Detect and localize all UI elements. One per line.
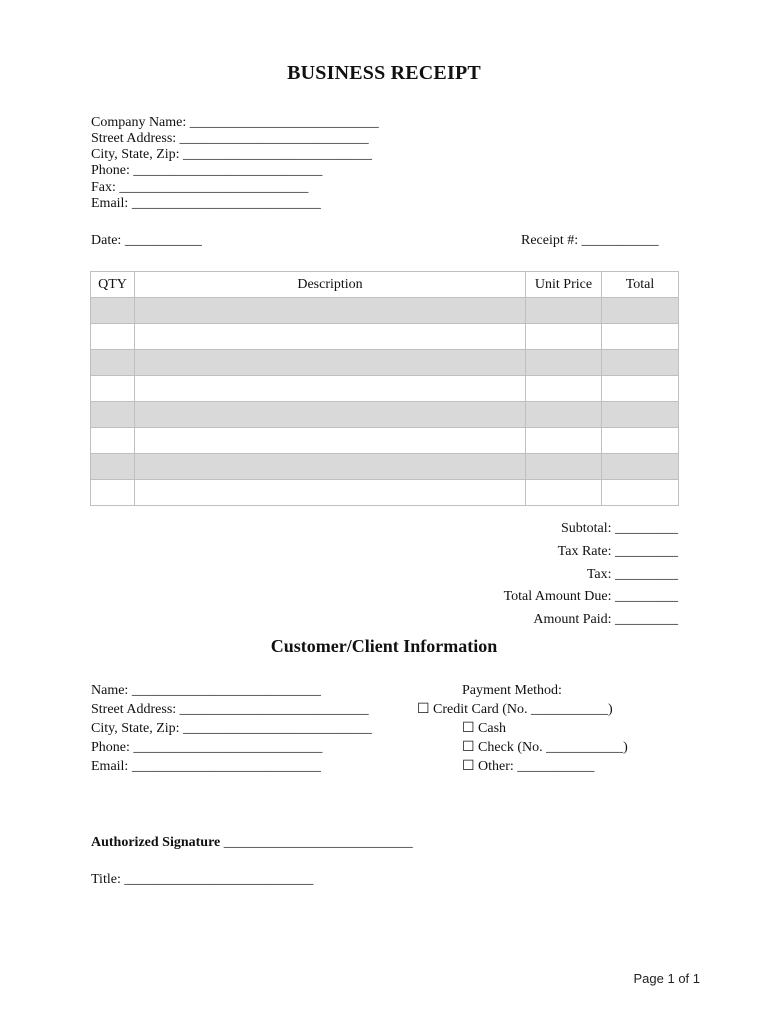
items-table-header — [91, 272, 679, 298]
total-cell[interactable] — [602, 376, 679, 402]
description-cell[interactable] — [135, 454, 526, 480]
total-cell[interactable] — [602, 454, 679, 480]
description-cell[interactable] — [135, 402, 526, 428]
authorized-signature-label: Authorized Signature — [91, 835, 221, 850]
description-cell[interactable] — [135, 350, 526, 376]
other-checkbox[interactable]: ☐ Other: ___________ — [462, 759, 595, 774]
payment-method-label: Payment Method: — [462, 683, 562, 698]
receipt-title: BUSINESS RECEIPT — [287, 62, 481, 84]
company-street-field[interactable]: Street Address: ___________________________ — [91, 131, 369, 146]
qty-cell[interactable] — [91, 298, 135, 324]
description-cell[interactable] — [135, 376, 526, 402]
table-row — [91, 428, 679, 454]
table-row — [91, 454, 679, 480]
qty-cell[interactable] — [91, 350, 135, 376]
table-row — [91, 324, 679, 350]
description-header: Description — [135, 272, 526, 298]
description-cell[interactable] — [135, 298, 526, 324]
company-phone-field[interactable]: Phone: ___________________________ — [91, 163, 323, 178]
total-header: Total — [602, 272, 679, 298]
unit-price-cell[interactable] — [526, 376, 602, 402]
customer-email-field[interactable]: Email: ___________________________ — [91, 759, 321, 774]
check-checkbox[interactable]: ☐ Check (No. ___________) — [462, 740, 628, 755]
cash-checkbox[interactable]: ☐ Cash — [462, 721, 507, 736]
description-cell[interactable] — [135, 324, 526, 350]
total-cell[interactable] — [602, 298, 679, 324]
table-row — [91, 376, 679, 402]
receipt-number-field[interactable]: Receipt #: ___________ — [521, 233, 659, 248]
unit-price-header: Unit Price — [526, 272, 602, 298]
qty-cell[interactable] — [91, 376, 135, 402]
unit-price-cell[interactable] — [526, 428, 602, 454]
unit-price-cell[interactable] — [526, 298, 602, 324]
customer-street-field[interactable]: Street Address: ___________________________ — [91, 702, 369, 717]
total-cell[interactable] — [602, 350, 679, 376]
company-email-field[interactable]: Email: ___________________________ — [91, 196, 321, 211]
company-name-field[interactable]: Company Name: ___________________________ — [91, 115, 379, 130]
unit-price-cell[interactable] — [526, 480, 602, 506]
tax-rate-field[interactable]: Tax Rate: _________ — [557, 544, 678, 559]
qty-cell[interactable] — [91, 402, 135, 428]
title-field[interactable]: Title: ___________________________ — [91, 872, 314, 887]
qty-cell[interactable] — [91, 324, 135, 350]
table-row — [91, 402, 679, 428]
date-field[interactable]: Date: ___________ — [91, 233, 202, 248]
tax-field[interactable]: Tax: _________ — [586, 567, 678, 582]
subtotal-field[interactable]: Subtotal: _________ — [560, 521, 678, 536]
signature-line[interactable]: ___________________________ — [220, 835, 413, 850]
customer-section-title: Customer/Client Information — [270, 636, 498, 656]
unit-price-cell[interactable] — [526, 454, 602, 480]
qty-cell[interactable] — [91, 428, 135, 454]
table-row — [91, 298, 679, 324]
customer-city-field[interactable]: City, State, Zip: ___________________________ — [91, 721, 373, 736]
total-cell[interactable] — [602, 324, 679, 350]
customer-name-field[interactable]: Name: ___________________________ — [91, 683, 321, 698]
unit-price-cell[interactable] — [526, 350, 602, 376]
unit-price-cell[interactable] — [526, 402, 602, 428]
description-cell[interactable] — [135, 480, 526, 506]
amount-paid-field[interactable]: Amount Paid: _________ — [533, 612, 678, 627]
qty-header: QTY — [91, 272, 135, 298]
company-city-field[interactable]: City, State, Zip: ___________________________ — [91, 147, 373, 162]
total-amount-due-field[interactable]: Total Amount Due: _________ — [503, 589, 678, 604]
customer-phone-field[interactable]: Phone: ___________________________ — [91, 740, 323, 755]
credit-card-checkbox[interactable]: ☐ Credit Card (No. ___________) — [417, 702, 613, 717]
total-cell[interactable] — [602, 428, 679, 454]
table-row — [91, 350, 679, 376]
qty-cell[interactable] — [91, 454, 135, 480]
unit-price-cell[interactable] — [526, 324, 602, 350]
signature-row — [91, 835, 413, 851]
table-row — [91, 480, 679, 506]
page-number: Page 1 of 1 — [633, 971, 700, 986]
items-table — [90, 271, 679, 506]
total-cell[interactable] — [602, 402, 679, 428]
company-fax-field[interactable]: Fax: ___________________________ — [91, 180, 309, 195]
description-cell[interactable] — [135, 428, 526, 454]
qty-cell[interactable] — [91, 480, 135, 506]
total-cell[interactable] — [602, 480, 679, 506]
